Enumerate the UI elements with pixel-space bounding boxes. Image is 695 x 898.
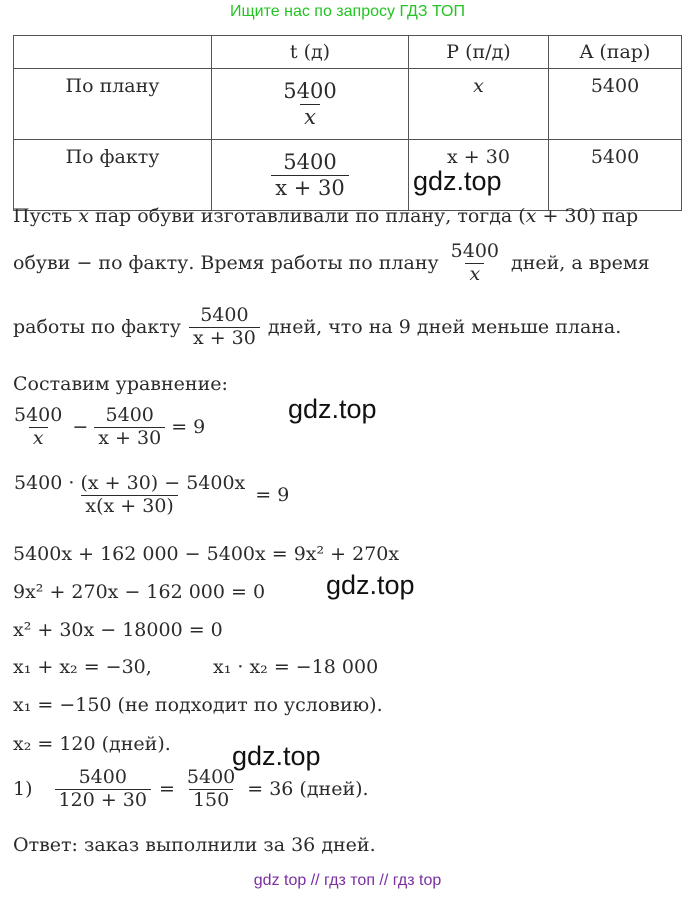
amount-cell: 5400 <box>549 140 682 211</box>
rate-cell: x + 30 <box>409 140 549 211</box>
paragraph-line: работы по факту $\frac{5400}{x + 30}$ дней, что на 9 дней меньше плана. <box>13 304 622 349</box>
watermark: gdz.top <box>288 394 377 424</box>
answer: Ответ: заказ выполнили за 36 дней. <box>13 834 376 856</box>
equation-1: $\frac{5400}{x}$ − $\frac{5400}{x + 30}$ = 9 <box>14 404 206 449</box>
table-header-cell: P (п/д) <box>409 36 549 69</box>
solution-table <box>13 35 682 211</box>
watermark: gdz.top <box>232 741 321 771</box>
equation-4: 9x² + 270x − 162 000 = 0 <box>13 581 266 603</box>
table-row <box>14 69 682 140</box>
table-header-cell: t (д) <box>212 36 409 69</box>
bottom-banner: gdz top // гдз топ // гдз top <box>253 872 442 889</box>
fraction-numerator: 5400 <box>283 79 337 104</box>
table-header-cell: A (пар) <box>549 36 682 69</box>
rate-cell: x <box>409 69 549 140</box>
vieta-product: x₁ · x₂ = −18 000 <box>213 656 379 678</box>
watermark: gdz.top <box>326 570 415 600</box>
table-header-cell <box>14 36 212 69</box>
fraction-denominator: x <box>300 104 320 129</box>
fraction-numerator: 5400 <box>283 150 337 175</box>
paragraph-line: Пусть x пар обуви изготавливали по плану, тогда (x + 30) пар <box>13 205 639 227</box>
paragraph-line: обуви − по факту. Время работы по плану $\frac{5400}{x}$ дней, а время <box>13 240 650 285</box>
root-1: x₁ = −150 (не подходит по условию). <box>13 694 383 716</box>
row-label: По плану <box>14 69 212 140</box>
top-banner: Ищите нас по запросу ГДЗ ТОП <box>230 3 465 20</box>
table-header-row <box>14 36 682 69</box>
equation-5: x² + 30x − 18000 = 0 <box>13 619 223 641</box>
watermark: gdz.top <box>413 166 502 196</box>
root-2: x₂ = 120 (дней). <box>13 733 171 755</box>
equation-2: $\frac{5400 \cdot (x + 30) - 5400x}{x(x + 30)}$ = 9 <box>14 472 290 517</box>
table-row <box>14 140 682 211</box>
time-cell <box>212 69 409 140</box>
step-1: 1) $\frac{5400}{120 + 30}$ = $\frac{5400}{150}$ = 36 (дней). <box>13 766 369 811</box>
row-label: По факту <box>14 140 212 211</box>
fraction-denominator: x + 30 <box>271 175 349 200</box>
equation-3: 5400x + 162 000 − 5400x = 9x² + 270x <box>13 543 400 565</box>
amount-cell: 5400 <box>549 69 682 140</box>
vieta-sum: x₁ + x₂ = −30, <box>13 656 152 678</box>
paragraph-line: Составим уравнение: <box>13 373 228 395</box>
time-cell <box>212 140 409 211</box>
